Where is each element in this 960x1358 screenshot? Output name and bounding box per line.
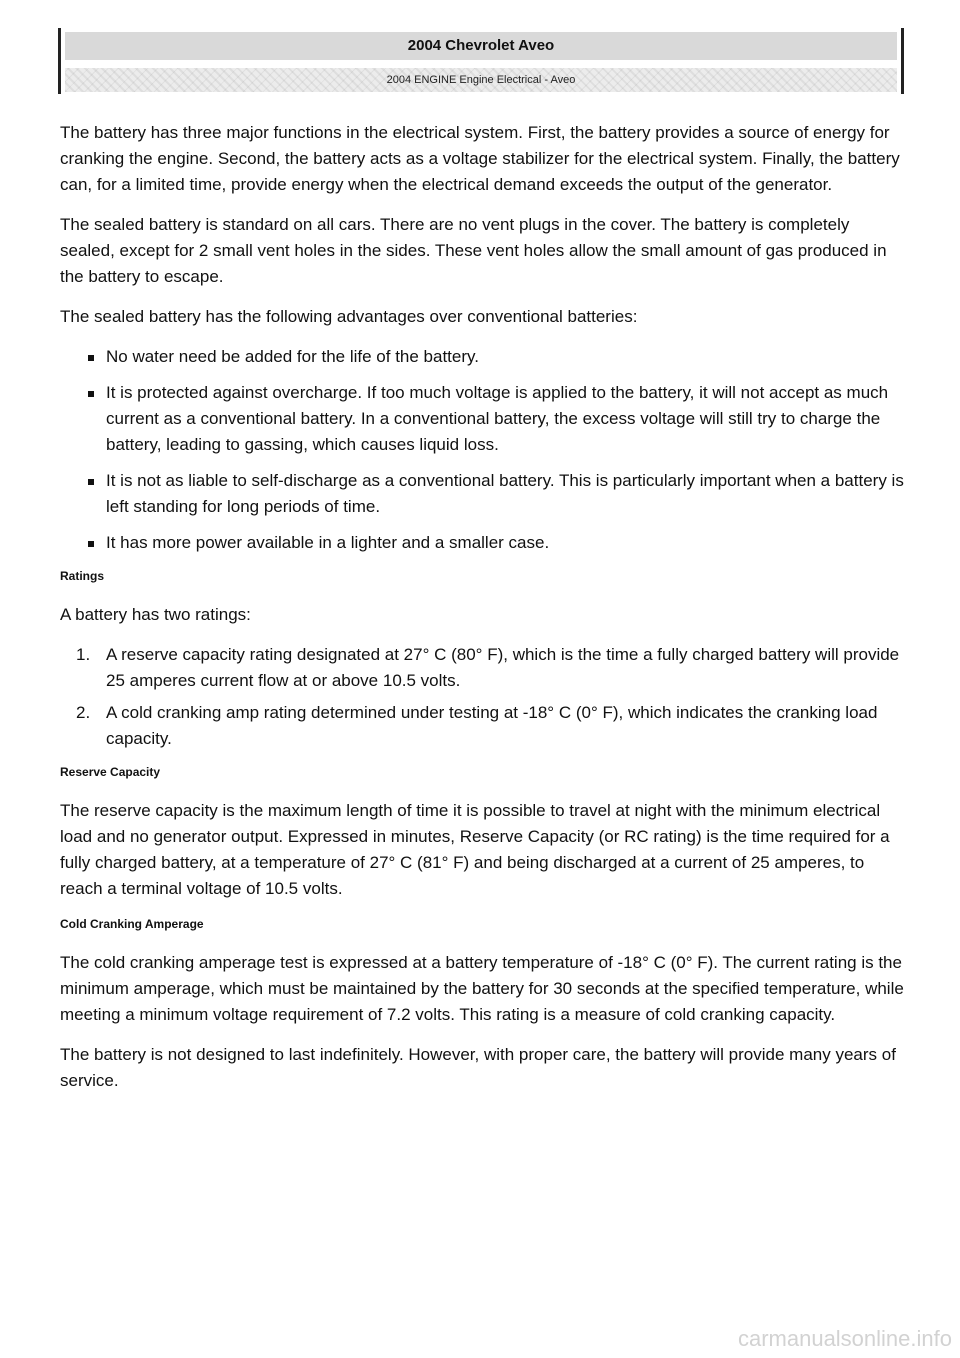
list-number: 2. <box>76 703 91 722</box>
section-heading-ratings: Ratings <box>60 569 105 583</box>
document-title: 2004 Chevrolet Aveo <box>65 32 897 60</box>
ratings-list <box>60 642 905 752</box>
list-item-text: It is protected against overcharge. If too much voltage is applied to the battery, it will not accept as much current as a conventional battery. In a conventional battery, the excess voltage will still try to charge the battery, leading to gassing, which causes liquid loss. <box>106 383 889 454</box>
advantages-list <box>60 344 905 556</box>
document-header <box>58 28 904 94</box>
document-body <box>60 120 905 1108</box>
bullet-icon <box>88 391 94 397</box>
document-subtitle: 2004 ENGINE Engine Electrical - Aveo <box>65 68 897 92</box>
bullet-icon <box>88 479 94 485</box>
list-item-text: No water need be added for the life of the battery. <box>106 347 479 366</box>
section-heading-cold-cranking: Cold Cranking Amperage <box>60 917 204 931</box>
paragraph-ratings-intro: A battery has two ratings: <box>60 605 251 624</box>
list-item <box>60 344 905 370</box>
list-item <box>60 700 905 752</box>
bullet-icon <box>88 355 94 361</box>
paragraph-advantages-intro: The sealed battery has the following advantages over conventional batteries: <box>60 307 638 326</box>
list-item-text: It is not as liable to self-discharge as a conventional battery. This is particularly important when a battery is left standing for long periods of time. <box>106 471 904 516</box>
watermark: carmanualsonline.info <box>737 1326 952 1351</box>
list-item <box>60 642 905 694</box>
paragraph-sealed-battery: The sealed battery is standard on all cars. There are no vent plugs in the cover. The battery is completely sealed, except for 2 small vent holes in the sides. These vent holes allow the small amount of gas produced in the battery to escape. <box>60 215 887 286</box>
list-item <box>60 380 905 458</box>
section-heading-reserve-capacity: Reserve Capacity <box>60 765 161 779</box>
paragraph-reserve-capacity: The reserve capacity is the maximum length of time it is possible to travel at night with the minimum electrical load and no generator output. Expressed in minutes, Reserve Capacity (or RC rating) is the time required for a fully charged battery, at a temperature of 27° C (81° F) and being discharged at a current of 25 amperes, to reach a terminal voltage of 10.5 volts. <box>60 801 890 898</box>
paragraph-battery-functions: The battery has three major functions in the electrical system. First, the battery provides a source of energy for cranking the engine. Second, the battery acts as a voltage stabilizer for the electrical system. Finally, the battery can, for a limited time, provide energy when the electrical demand exceeds the output of the generator. <box>60 123 900 194</box>
paragraph-service-life: The battery is not designed to last indefinitely. However, with proper care, the battery will provide many years of service. <box>60 1045 896 1090</box>
list-item-text: A cold cranking amp rating determined under testing at -18° C (0° F), which indicates the cranking load capacity. <box>106 703 878 748</box>
list-item-text: A reserve capacity rating designated at 27° C (80° F), which is the time a fully charged battery will provide 25 amperes current flow at or above 10.5 volts. <box>106 645 900 690</box>
bullet-icon <box>88 541 94 547</box>
list-item-text: It has more power available in a lighter and a smaller case. <box>106 533 550 552</box>
paragraph-cold-cranking: The cold cranking amperage test is expressed at a battery temperature of -18° C (0° F). The current rating is the minimum amperage, which must be maintained by the battery for 30 seconds at the specified temperature, while meeting a minimum voltage requirement of 7.2 volts. This rating is a measure of cold cranking capacity. <box>60 953 904 1024</box>
list-number: 1. <box>76 645 91 664</box>
list-item <box>60 530 905 556</box>
list-item <box>60 468 905 520</box>
